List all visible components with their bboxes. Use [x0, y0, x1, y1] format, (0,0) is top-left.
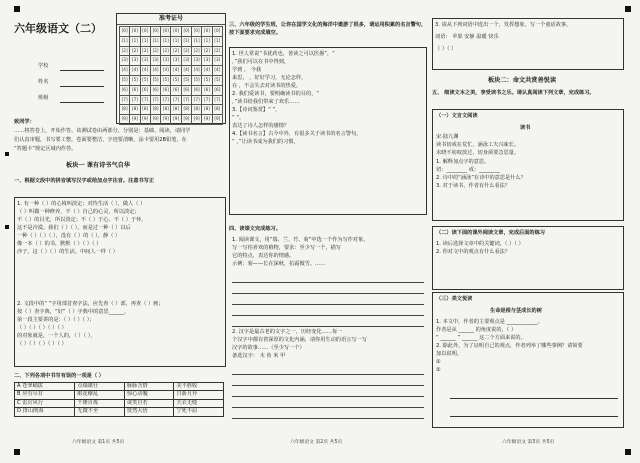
fill-line: 4.【读书名言】古今中外，有很多关于读书的名言警句，	[232, 131, 362, 137]
exam-id-digit[interactable]: [4]	[140, 66, 150, 76]
question-4-3: 3. 请从下列词语中选出一个，发挥想象，写一个童话故事。	[435, 22, 572, 28]
exam-id-digit[interactable]: [7]	[161, 95, 171, 105]
exam-id-digit[interactable]: [9]	[140, 115, 150, 125]
passage-line: （ ）（ ）（ ）（ ）（ ）	[17, 341, 67, 347]
writing-lines[interactable]	[232, 364, 424, 419]
fill-line: 学到 ， 今我	[232, 67, 262, 73]
fill-line: 3.【诗词鉴赏】“ ”，	[232, 107, 281, 113]
exam-id-digit[interactable]: [8]	[120, 105, 130, 115]
exam-id-digit[interactable]: [7]	[140, 95, 150, 105]
exam-id-digit[interactable]: [0]	[171, 27, 181, 37]
word-cell: 天衣无缝	[174, 399, 224, 407]
word-cell: 美不胜收	[174, 383, 224, 391]
poem-line: 宋·陆九渊	[436, 134, 459, 140]
exam-id-digit[interactable]: [5]	[181, 75, 191, 85]
exam-id-digit[interactable]: [3]	[150, 56, 160, 66]
writing-line[interactable]	[232, 283, 424, 294]
exam-id-digit[interactable]: [4]	[120, 66, 130, 76]
exam-id-digit[interactable]: [7]	[130, 95, 140, 105]
question-line: 作者是从 ______ 的角度说的，（ ）	[436, 327, 517, 333]
writing-line[interactable]	[232, 294, 424, 305]
exam-id-digit[interactable]: [7]	[181, 95, 191, 105]
exam-id-digit[interactable]: [5]	[150, 75, 160, 85]
passage-line: 像一本（ ）的书，默默（ ）（ ）（ ）	[17, 241, 102, 247]
section-title: 四、读课文完成练习。	[229, 226, 281, 232]
exam-id-digit[interactable]: [9]	[212, 115, 222, 125]
exam-id-digit[interactable]: [9]	[130, 115, 140, 125]
exam-id-digit[interactable]: [9]	[120, 115, 130, 125]
question-line: 汉字的故事……（至少写一个）	[232, 345, 305, 351]
exam-id-digit[interactable]: [1]	[161, 36, 171, 46]
exam-id-digit[interactable]: [9]	[171, 115, 181, 125]
poem-title: 读书	[520, 125, 531, 131]
punch-mark	[14, 449, 20, 455]
exam-id-digit[interactable]: [5]	[130, 75, 140, 85]
exam-id-digit[interactable]: [2]	[202, 46, 212, 56]
question-line: 3. 对于读书，作者有什么看法？	[436, 183, 511, 189]
poem-line: 读书切戒在荒忙，涵泳工夫兴味长。	[436, 142, 520, 148]
exam-id-digit[interactable]: [6]	[181, 85, 191, 95]
exam-id-digit[interactable]: [7]	[120, 95, 130, 105]
exam-id-digit[interactable]: [7]	[212, 95, 222, 105]
question-line: “ ______ ” ______ 这二个方面来说的。	[436, 335, 526, 341]
writing-line[interactable]	[232, 397, 424, 408]
notes-line: 们认真审题，书写要工整，卷面要整洁，字迹要清晰，涂卡要用2B铅笔，在	[14, 137, 187, 143]
word-cell: 脉脉含情	[124, 383, 174, 391]
exam-id-digit[interactable]: [4]	[212, 66, 222, 76]
reading-questions	[436, 240, 620, 256]
question-line: 2. 诗中的“涵泳”在诗中的意思是什么？	[436, 175, 526, 181]
exam-id-digit[interactable]: [4]	[202, 66, 212, 76]
notes-line: “答题卡”规定区域内作答。	[14, 146, 77, 152]
writing-line[interactable]	[232, 364, 424, 375]
exam-id-digit[interactable]: [0]	[212, 27, 222, 37]
question-2: 二、下列各项中书写有误的一项是（ ）	[14, 373, 104, 379]
fill-line: ，”我们可以在书中得到，	[232, 59, 290, 65]
exam-id-digit[interactable]: [9]	[202, 115, 212, 125]
exam-id-digit[interactable]: [8]	[192, 105, 202, 115]
exam-id-digit[interactable]: [3]	[171, 56, 181, 66]
passage-lines	[17, 200, 222, 256]
poem-line: 未晓不妨权放过，切身须要急思量。	[436, 150, 520, 156]
notes-label: 致同学：	[14, 119, 35, 125]
question-3: 三、六年级的学生班，让你在国学文化的海洋中遨游了很多，请运用积累的名言警句，按下面要求完成填空。	[229, 22, 427, 36]
exam-id-digit[interactable]: [8]	[150, 105, 160, 115]
exam-id-digit[interactable]: [2]	[171, 46, 181, 56]
page-title: 六年级语文（二）	[14, 22, 102, 35]
article-title: 生命是根与茎成长的树	[490, 308, 542, 314]
exam-id-digit[interactable]: [5]	[140, 75, 150, 85]
exam-id-digit[interactable]: [4]	[192, 66, 202, 76]
exam-id-digit[interactable]: [1]	[140, 36, 150, 46]
exam-id-digit[interactable]: [5]	[120, 75, 130, 85]
page-footer: 六年级语文 第1页 共5页	[72, 440, 125, 445]
word-cell: 宁死不屈	[174, 408, 224, 416]
exam-id-digit[interactable]: [1]	[181, 36, 191, 46]
q4-lines	[232, 236, 424, 268]
exam-id-digit[interactable]: [8]	[181, 105, 191, 115]
exam-id-digit[interactable]: [3]	[161, 56, 171, 66]
exam-id-digit[interactable]: [0]	[140, 27, 150, 37]
passage-line: 沙子。这（ ）（ ）的生活。中间人一样（ ）	[17, 249, 118, 255]
passage-line: 的对象就是，一个人的，（ ）（ ），	[17, 333, 96, 339]
exam-id-digit[interactable]: [1]	[192, 36, 202, 46]
section-title: 板块二：命文共赏善悦读	[488, 77, 557, 84]
exam-id-digit[interactable]: [2]	[120, 46, 130, 56]
passage-line: 一种（ ）（ ）（ ），没有（ ）的（ ），静（ ）	[17, 233, 121, 239]
exam-id-digit[interactable]: [8]	[140, 105, 150, 115]
question-5: 五、 细读文本之美，享受读书之乐。请认真阅读下列文章，完成练习。	[432, 90, 595, 96]
word-cell: D 排山倒海	[15, 408, 75, 416]
question-line: 加以说明。	[436, 351, 462, 357]
punch-mark	[625, 449, 631, 455]
question-line: 切：________ 戒：________	[436, 167, 500, 173]
passage-line: 不（ ）的目光，所以淡定；不（ ）于心、不（ ）于怀，	[17, 217, 147, 223]
passage-line: 2. 文段中的“ ”字用部首查字法，应先查（ ）部，再查（ ）画；	[17, 301, 164, 307]
article-questions	[436, 318, 620, 374]
exam-id-digit[interactable]: [0]	[130, 27, 140, 37]
subsection-title: （二）读下面的课外阅读文章，完成后面的练习	[436, 230, 545, 236]
exam-id-box	[116, 13, 226, 124]
exam-id-digit[interactable]: [1]	[212, 36, 222, 46]
exam-id-digit[interactable]: [1]	[171, 36, 181, 46]
passage-line: 1. 有一种（ ）的心境叫淡定；对待生活（ ），做人（ ）	[17, 201, 146, 207]
passage-line: （ ）叫做一种修养，不（ ）自己的心灵，所以淡定；	[17, 209, 140, 215]
exam-id-digit[interactable]: [6]	[171, 85, 181, 95]
exam-id-digit[interactable]: [9]	[161, 115, 171, 125]
field-name-label: 姓名	[38, 79, 49, 85]
question-line: 2. 汉字是最古老的文字之一，历经变化……每一	[232, 329, 343, 335]
exam-id-digit[interactable]: [7]	[171, 95, 181, 105]
passage-line: 按（ ）查字典，“好”（ ）字典中的意思______，	[17, 309, 130, 315]
exam-id-digit[interactable]: [4]	[130, 66, 140, 76]
exam-id-title: 准考证号	[117, 14, 225, 25]
poem-questions	[436, 158, 620, 190]
exam-id-digit[interactable]: [1]	[202, 36, 212, 46]
exam-id-digit[interactable]: [0]	[150, 27, 160, 37]
exam-id-digit[interactable]: [0]	[120, 27, 130, 37]
q3-lines	[232, 50, 424, 146]
poem-lines	[436, 133, 620, 157]
word-choice-table[interactable]	[14, 382, 224, 417]
exam-id-digit[interactable]: [3]	[202, 56, 212, 66]
passage-line: 这不是冷漠。我们（ ）（ ），而是过一种（ ）以后	[17, 225, 131, 231]
exam-id-digit[interactable]: [6]	[212, 85, 222, 95]
word-cell: 点缀雄壮	[75, 383, 125, 391]
word-cell: 惊心动魄	[124, 391, 174, 399]
section-title: 板块一 课有诗书气自华	[66, 162, 131, 169]
question-line: 1. 读后选择文章中的关键词，（ ）（ ）	[436, 241, 524, 247]
word-cell: A 苍翠峭拔	[15, 383, 75, 391]
writing-line[interactable]	[232, 305, 424, 316]
exam-id-digit[interactable]: [8]	[171, 105, 181, 115]
question-line: 备选汉字： 木 鱼 米 甲	[232, 353, 286, 359]
exam-id-digit[interactable]: [2]	[192, 46, 202, 56]
question-line: 1. 本文中，作者的主要观点是 ____________。	[436, 319, 543, 325]
question-line: ②	[436, 367, 441, 373]
word-list: 词语： 苹果 安静 温暖 快乐	[435, 34, 499, 40]
punch-mark	[625, 6, 631, 12]
exam-id-digit[interactable]: [8]	[161, 105, 171, 115]
exam-id-digit[interactable]: [6]	[120, 85, 130, 95]
exam-id-digit[interactable]: [8]	[202, 105, 212, 115]
fill-line: “ ，”让读书成为我们的习惯。	[232, 139, 299, 145]
exam-id-digit[interactable]: [0]	[202, 27, 212, 37]
notes-line: ……将答卷上，开始作答。该测试卷由两部分，分别是：基础、阅读，请同学	[14, 128, 191, 134]
exam-id-digit[interactable]: [4]	[161, 66, 171, 76]
fill-line: 来思， ，好好学习，无论怎样，	[232, 75, 307, 81]
exam-id-digit[interactable]: [2]	[140, 46, 150, 56]
exam-id-digit[interactable]: [4]	[171, 66, 181, 76]
exam-id-digit[interactable]: [3]	[192, 56, 202, 66]
exam-id-digit[interactable]: [0]	[192, 27, 202, 37]
question-line: 2. 你对文中的观点有什么看法？	[436, 249, 511, 255]
word-cell: 谈笑自若	[124, 399, 174, 407]
exam-id-digit[interactable]: [9]	[181, 115, 191, 125]
writing-line[interactable]	[232, 375, 424, 386]
exam-id-digit[interactable]: [8]	[212, 105, 222, 115]
exam-id-digit[interactable]: [3]	[212, 56, 222, 66]
exam-id-digit[interactable]: [4]	[181, 66, 191, 76]
exam-id-digit[interactable]: [7]	[202, 95, 212, 105]
exam-id-digit[interactable]: [5]	[192, 75, 202, 85]
passage-line: （ ）（ ）（ ）（ ）（ ）	[17, 325, 67, 331]
exam-id-digit[interactable]: [5]	[212, 75, 222, 85]
exam-id-digit[interactable]: [3]	[140, 56, 150, 66]
writing-line[interactable]	[232, 408, 424, 419]
question-1: 一、根据文段中的拼音填写汉字或给加点字注音。注意书写正	[14, 178, 155, 184]
writing-line[interactable]	[232, 316, 424, 327]
exam-id-digit[interactable]: [0]	[161, 27, 171, 37]
question-line: 2. 除此外，为了证明自己的观点，作者列举了哪些事例？请简要	[436, 343, 583, 349]
fill-line: “ ”。	[232, 115, 245, 121]
exam-id-digit[interactable]: [2]	[150, 46, 160, 56]
exam-id-digit[interactable]: [9]	[150, 115, 160, 125]
exam-id-digit[interactable]: [5]	[171, 75, 181, 85]
exam-id-grid[interactable]	[119, 26, 223, 125]
exam-id-digit[interactable]: [3]	[181, 56, 191, 66]
word-cell: 千锤百炼	[75, 399, 125, 407]
question-line: 示例：菊——长在深秋，抗霜傲雪。……	[232, 261, 326, 267]
exam-id-digit[interactable]: [1]	[130, 36, 140, 46]
fill-line: ，”读书给我们带来了欢乐……	[232, 99, 300, 105]
exam-id-digit[interactable]: [6]	[140, 85, 150, 95]
exam-id-digit[interactable]: [0]	[181, 27, 191, 37]
exam-id-digit[interactable]: [6]	[150, 85, 160, 95]
q5-lines	[232, 328, 424, 360]
punch-mark	[14, 6, 20, 12]
exam-id-digit[interactable]: [2]	[130, 46, 140, 56]
fill-line: 1. 世人常说“书犹药也，善读之可以医愚”，“	[232, 51, 335, 57]
field-school-label: 学校	[38, 63, 49, 69]
writing-line[interactable]	[232, 272, 424, 283]
exam-id-digit[interactable]: [7]	[192, 95, 202, 105]
exam-id-digit[interactable]: [6]	[130, 85, 140, 95]
question-line: 写一写你喜欢的植物，要求：至少写一个，描写	[232, 245, 341, 251]
word-cell: 眼花缭乱	[75, 391, 125, 399]
word-cell: 日新月异	[174, 391, 224, 399]
exam-id-digit[interactable]: [6]	[202, 85, 212, 95]
punch-mark	[5, 225, 9, 229]
exam-id-digit[interactable]: [6]	[161, 85, 171, 95]
exam-id-digit[interactable]: [2]	[161, 46, 171, 56]
word-blank: （ ）（ ）	[435, 46, 457, 52]
writing-line[interactable]	[232, 386, 424, 397]
subsection-title: （一）文言文阅读	[436, 113, 478, 119]
subsection-title: （三）美文悦读	[436, 296, 473, 302]
punch-mark	[5, 152, 9, 156]
question-line: 1. 阅读课文，用“瑞、兰、竹、菊”中选一个作为写作对象，	[232, 237, 369, 243]
question-line: 1. 解释加点字的意思。	[436, 159, 490, 165]
exam-id-digit[interactable]: [1]	[150, 36, 160, 46]
question-line: 个汉字中都有着深厚的文化内涵，请你用生动的语言写一写	[232, 337, 367, 343]
fill-line: 在 ，不会失去对读书的热爱。	[232, 83, 302, 89]
exam-id-digit[interactable]: [3]	[120, 56, 130, 66]
exam-id-digit[interactable]: [6]	[192, 85, 202, 95]
question-line: 它的特点，表达你的情感。	[232, 253, 295, 259]
question-line: ①	[436, 359, 441, 365]
page-footer: 六年级语文 第2页 共5页	[290, 440, 343, 445]
fill-line: 2. 我们爱读书，要明确读书的目的，“	[232, 91, 320, 97]
exam-id-digit[interactable]: [4]	[150, 66, 160, 76]
exam-id-digit[interactable]: [8]	[130, 105, 140, 115]
exam-id-digit[interactable]: [5]	[161, 75, 171, 85]
exam-id-digit[interactable]: [1]	[120, 36, 130, 46]
page-footer: 六年级语文 第3页 共5页	[502, 440, 555, 445]
field-class-label: 班级	[38, 95, 49, 101]
exam-id-digit[interactable]: [2]	[212, 46, 222, 56]
word-cell: 无微不至	[75, 408, 125, 416]
passage-line: 第一段主要讲的是：（ ）（ ）（ ）；	[17, 317, 95, 323]
exam-id-digit[interactable]: [7]	[150, 95, 160, 105]
passage-lines-2	[17, 300, 222, 348]
word-cell: C 雷厉风行	[15, 399, 75, 407]
exam-id-digit[interactable]: [3]	[130, 56, 140, 66]
word-cell: 恍然大悟	[124, 408, 174, 416]
word-cell: B 应有尽有	[15, 391, 75, 399]
writing-lines[interactable]	[232, 272, 424, 327]
exam-id-digit[interactable]: [9]	[192, 115, 202, 125]
exam-id-digit[interactable]: [5]	[202, 75, 212, 85]
exam-id-digit[interactable]: [2]	[181, 46, 191, 56]
fill-line: 表达了诗人怎样的感情？	[232, 123, 290, 129]
